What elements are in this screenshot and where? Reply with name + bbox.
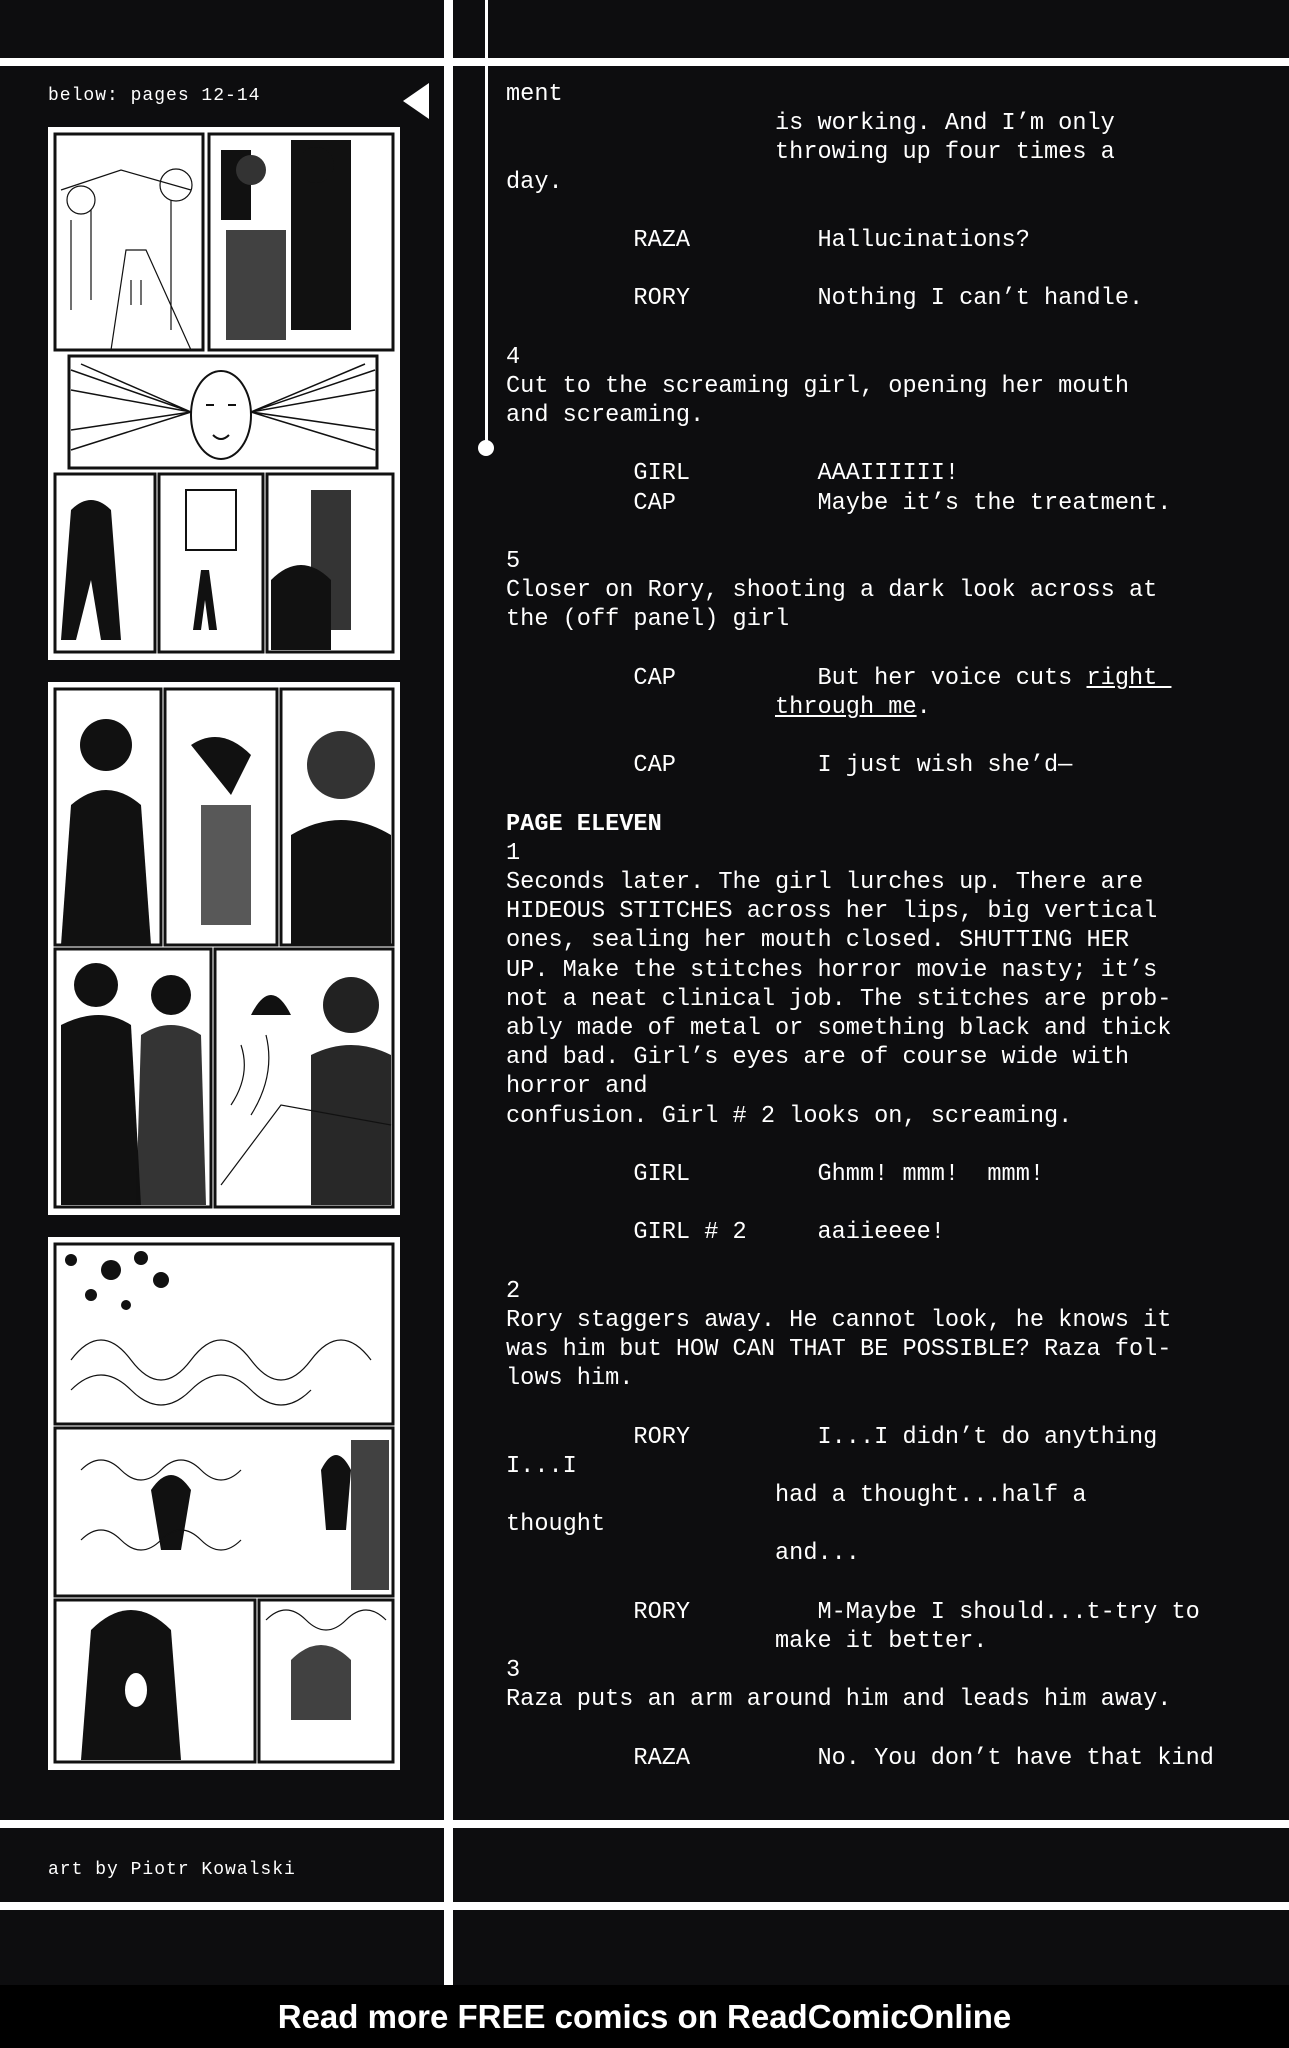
sidebar-caption-bottom: art by Piotr Kowalski — [48, 1860, 296, 1880]
script-line — [506, 1569, 1266, 1598]
script-line: PAGE ELEVEN — [506, 810, 662, 838]
script-line: and bad. Girl’s eyes are of course wide with — [506, 1044, 1129, 1072]
script-line: make it better. — [506, 1627, 988, 1655]
script-line: throwing up four times a — [506, 139, 1115, 167]
script-line: Cut to the screaming girl, opening her mouth — [506, 372, 1129, 400]
script-line: ones, sealing her mouth closed. SHUTTING HER — [506, 927, 1129, 955]
script-line — [506, 635, 1266, 664]
script-line: GIRL AAAIIIIII! — [506, 460, 960, 488]
script-line: CAP I just wish she’d— — [506, 752, 1073, 780]
script-line: ably made of metal or something black and thick — [506, 1015, 1172, 1042]
script-line: I...I — [506, 1452, 577, 1480]
script-line: had a thought...half a — [506, 1482, 1087, 1509]
script-line: horror and — [506, 1073, 648, 1101]
art-thumbnail-page-13 — [48, 682, 400, 1215]
script-line: Raza puts an arm around him and leads him away. — [506, 1686, 1172, 1714]
script-line: and screaming. — [506, 402, 705, 430]
script-line — [506, 1189, 1266, 1218]
script-line: ment — [506, 81, 563, 108]
script-line: 1 — [506, 839, 521, 867]
script-line: day. — [506, 168, 563, 196]
script-line: lows him. — [506, 1365, 634, 1393]
script-line: 2 — [506, 1277, 521, 1305]
script-line: Closer on Rory, shooting a dark look across at — [506, 577, 1158, 605]
script-line: thought — [506, 1511, 606, 1539]
script-line: the (off panel) girl — [506, 606, 790, 634]
script-line: RORY I...I didn’t do anything — [506, 1423, 1158, 1451]
script-line: CAP But her voice cuts right — [506, 664, 1172, 692]
script-line: 4 — [506, 343, 521, 371]
script-line: 3 — [506, 1657, 521, 1685]
script-line — [506, 722, 1266, 751]
script-line: not a neat clinical job. The stitches are prob- — [506, 985, 1172, 1013]
script-line — [506, 1393, 1266, 1422]
timeline-line — [485, 0, 488, 447]
script-line — [506, 1131, 1266, 1160]
arrow-left-icon — [403, 83, 429, 119]
script-line: 5 — [506, 548, 521, 575]
footer-banner: Read more FREE comics on ReadComicOnline — [0, 1985, 1289, 2048]
script-line: confusion. Girl # 2 looks on, screaming. — [506, 1102, 1073, 1130]
timeline-dot — [478, 440, 494, 456]
script-line — [506, 314, 1266, 343]
script-line: and... — [506, 1540, 860, 1568]
column-divider — [445, 0, 453, 1985]
script-line: RAZA No. You don’t have that kind — [506, 1744, 1214, 1772]
script-line: was him but HOW CAN THAT BE POSSIBLE? Raza fol- — [506, 1336, 1172, 1364]
bottom-divider — [0, 1820, 1289, 1828]
script-line — [506, 1248, 1266, 1277]
script-line: through me. — [775, 693, 931, 721]
script-line: GIRL Ghmm! mmm! mmm! — [506, 1160, 1045, 1188]
script-line: RORY M-Maybe I should...t-try to — [506, 1598, 1200, 1626]
script-line: UP. Make the stitches horror movie nasty; it’s — [506, 956, 1158, 984]
script-line: is working. And I’m only — [506, 110, 1115, 138]
script-line — [506, 430, 1266, 459]
script-line: HIDEOUS STITCHES across her lips, big vertical — [506, 898, 1158, 926]
script-line — [506, 1715, 1266, 1744]
script-line: GIRL # 2 aaiieeee! — [506, 1219, 945, 1247]
footer-divider — [0, 1902, 1289, 1910]
script-line — [506, 255, 1266, 284]
script-line: Seconds later. The girl lurches up. There are — [506, 869, 1144, 897]
sidebar-caption-top: below: pages 12-14 — [48, 86, 261, 106]
script-text — [506, 80, 1266, 1773]
script-line: RAZA Hallucinations? — [506, 226, 1030, 254]
art-thumbnail-page-14 — [48, 1237, 400, 1770]
script-line — [506, 781, 1266, 810]
script-line: CAP Maybe it’s the treatment. — [506, 489, 1172, 517]
top-divider — [0, 58, 1289, 66]
underlined-text: right — [1086, 664, 1172, 692]
underlined-text: through me — [775, 693, 917, 721]
art-thumbnail-page-12 — [48, 127, 400, 660]
script-line: RORY Nothing I can’t handle. — [506, 285, 1144, 313]
script-line — [506, 197, 1266, 226]
script-line — [506, 518, 1266, 547]
script-line: Rory staggers away. He cannot look, he knows it — [506, 1306, 1172, 1334]
